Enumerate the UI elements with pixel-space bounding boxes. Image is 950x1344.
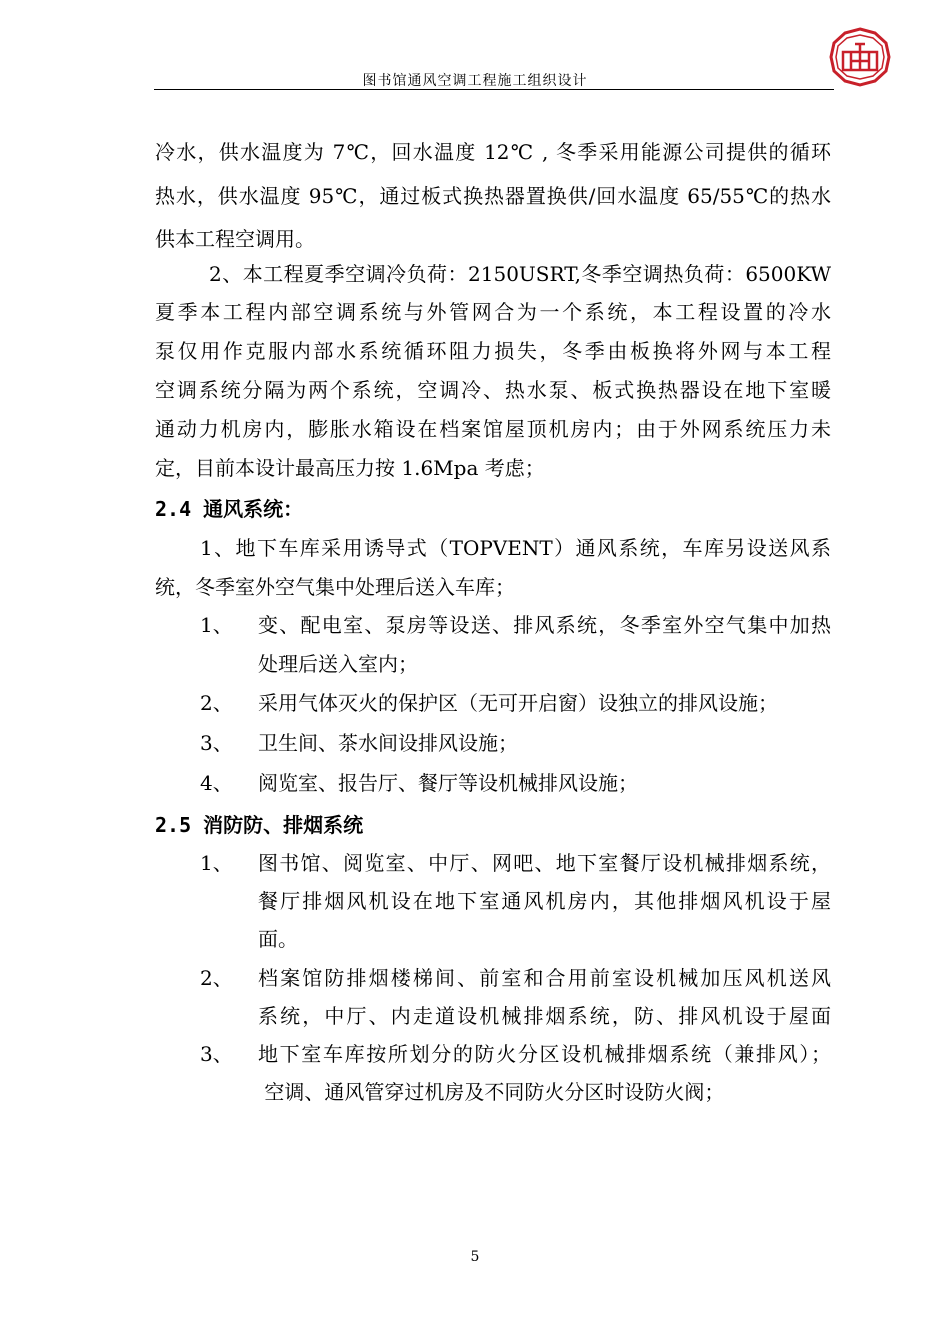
section-heading-2-5: 2.5 消防防、排烟系统 bbox=[155, 813, 364, 837]
body-text-line: 通动力机房内，膨胀水箱设在档案馆屋顶机房内；由于外网系统压力未 bbox=[155, 417, 831, 441]
body-text-line: 热水，供水温度 95℃，通过板式换热器置换供/回水温度 65/55℃的热水 bbox=[155, 184, 831, 208]
list-item-number: 3、 bbox=[200, 1042, 233, 1066]
list-item-number: 3、 bbox=[200, 731, 233, 755]
body-text-line: 冷水，供水温度为 7℃，回水温度 12℃ , 冬季采用能源公司提供的循环 bbox=[155, 140, 831, 164]
list-item-text: 图书馆、阅览室、中厅、网吧、地下室餐厅设机械排烟系统， bbox=[258, 851, 831, 875]
body-text-line: 1、地下车库采用诱导式（TOPVENT）通风系统，车库另设送风系 bbox=[200, 536, 831, 560]
body-text-line: 泵仅用作克服内部水系统循环阻力损失，冬季由板换将外网与本工程 bbox=[155, 339, 831, 363]
page-number: 5 bbox=[470, 1249, 480, 1265]
list-item-number: 2、 bbox=[200, 691, 233, 715]
company-logo-icon bbox=[829, 26, 891, 88]
body-text-line: 统，冬季室外空气集中处理后送入车库； bbox=[155, 575, 515, 599]
list-item-text: 卫生间、茶水间设排风设施； bbox=[258, 731, 518, 755]
list-item-text: 系统，中厅、内走道设机械排烟系统，防、排风机设于屋面 bbox=[258, 1004, 831, 1028]
body-text-line: 夏季本工程内部空调系统与外管网合为一个系统，本工程设置的冷水 bbox=[155, 300, 831, 324]
list-item-number: 4、 bbox=[200, 771, 233, 795]
list-item-text: 变、配电室、泵房等设送、排风系统，冬季室外空气集中加热 bbox=[258, 613, 831, 637]
list-item-number: 2、 bbox=[200, 966, 233, 990]
body-text-line: 定，目前本设计最高压力按 1.6Mpa 考虑； bbox=[155, 456, 545, 480]
header-divider bbox=[154, 89, 834, 90]
list-item-text: 餐厅排烟风机设在地下室通风机房内，其他排烟风机设于屋 bbox=[258, 889, 831, 913]
section-heading-2-4: 2.4 通风系统： bbox=[155, 497, 304, 521]
body-text-line: 空调系统分隔为两个系统，空调冷、热水泵、板式换热器设在地下室暖 bbox=[155, 378, 831, 402]
list-item-number: 1、 bbox=[200, 613, 233, 637]
body-text-line: 2、本工程夏季空调冷负荷：2150USRT,冬季空调热负荷：6500KW bbox=[209, 262, 831, 286]
body-text-line: 供本工程空调用。 bbox=[155, 227, 315, 251]
list-item-text: 面。 bbox=[258, 927, 298, 951]
list-item-number: 1、 bbox=[200, 851, 233, 875]
document-header-title: 图书馆通风空调工程施工组织设计 bbox=[362, 73, 588, 89]
list-item-text: 空调、通风管穿过机房及不同防火分区时设防火阀； bbox=[258, 1080, 725, 1104]
list-item-text: 处理后送入室内； bbox=[258, 652, 418, 676]
list-item-text: 档案馆防排烟楼梯间、前室和合用前室设机械加压风机送风 bbox=[258, 966, 831, 990]
list-item-text: 采用气体灭火的保护区（无可开启窗）设独立的排风设施； bbox=[258, 691, 778, 715]
list-item-text: 阅览室、报告厅、餐厅等设机械排风设施； bbox=[258, 771, 638, 795]
list-item-text: 地下室车库按所划分的防火分区设机械排烟系统（兼排风）； bbox=[258, 1042, 831, 1066]
